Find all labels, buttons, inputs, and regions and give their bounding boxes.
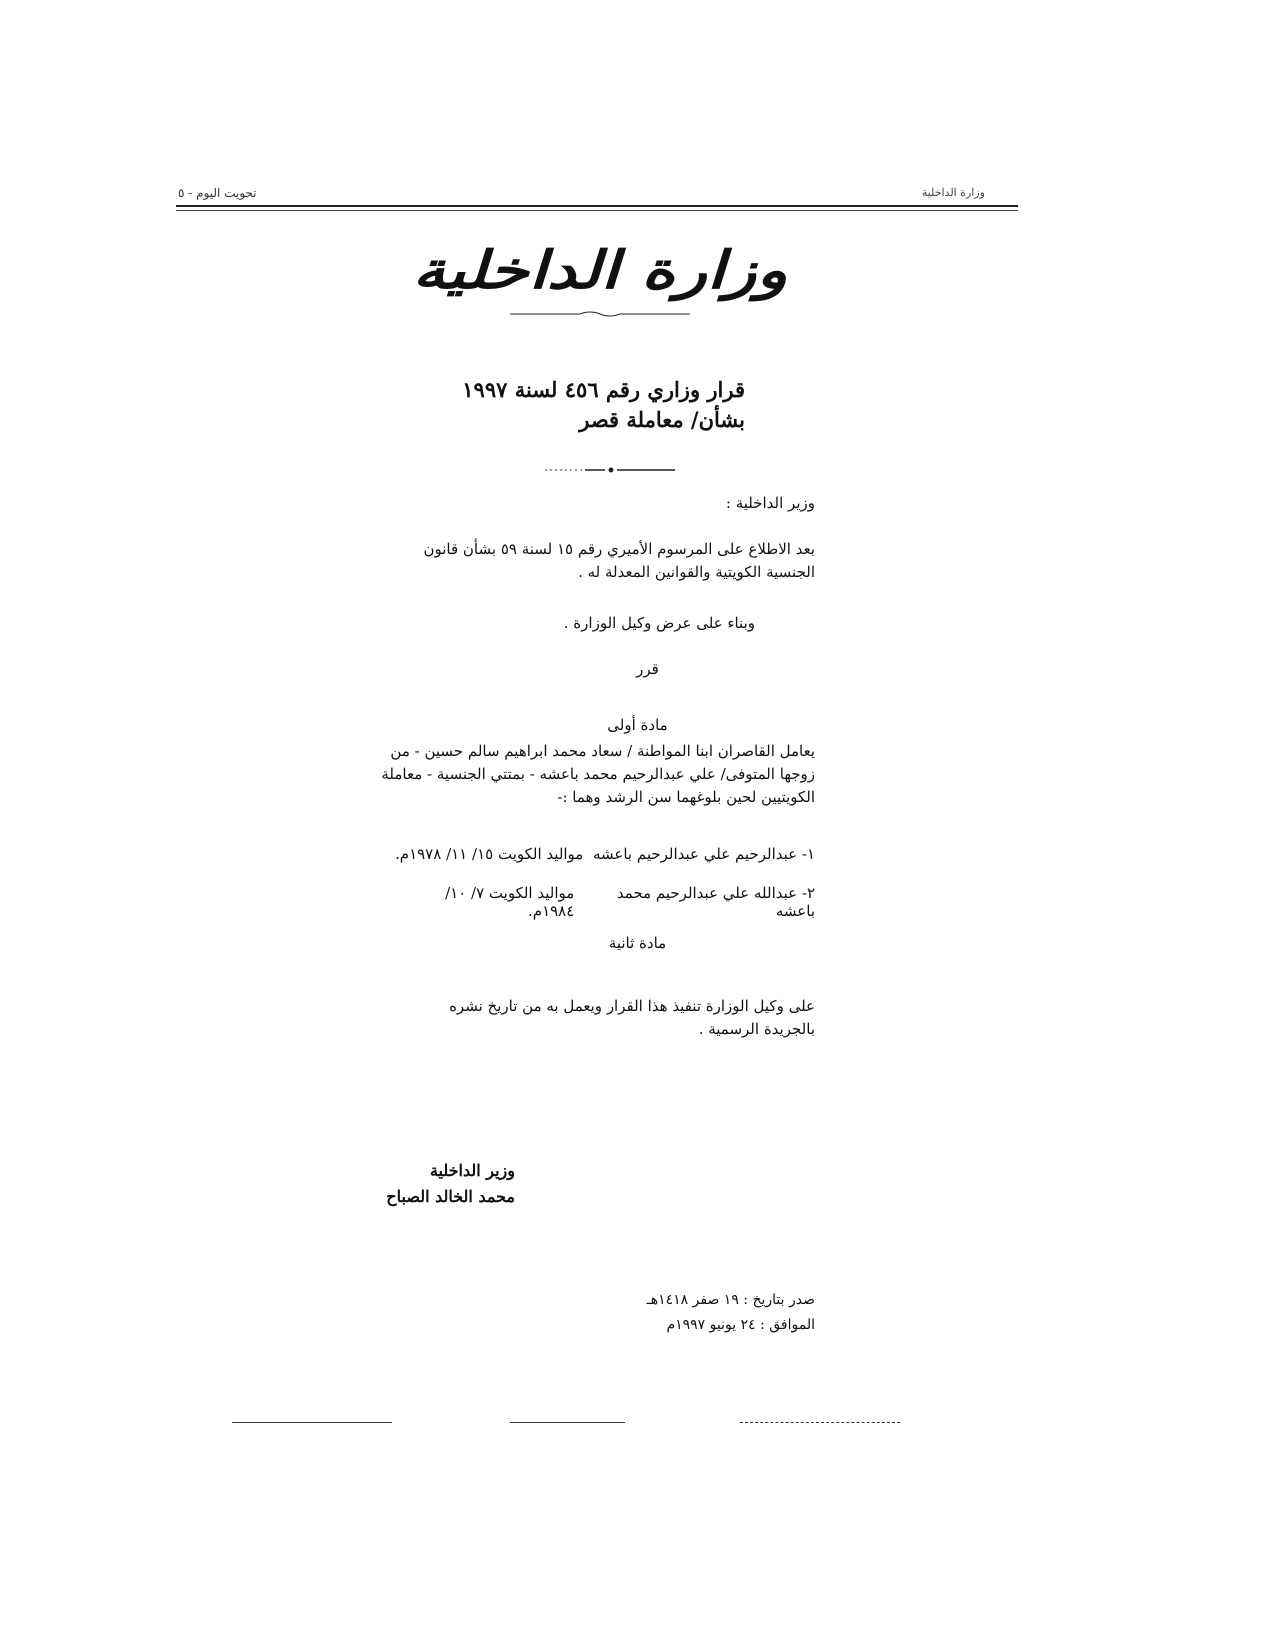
preamble-line: بعد الاطلاع على المرسوم الأميري رقم ١٥ لسنة ٥٩ بشأن قانون: [423, 540, 815, 558]
minor-name: ١- عبدالرحيم علي عبدالرحيم باعشه: [592, 845, 815, 863]
signature-block: [386, 1158, 515, 1210]
issue-date-gregorian: الموافق : ٢٤ يونيو ١٩٩٧م: [666, 1317, 815, 1333]
decree-number: قرار وزاري رقم ٤٥٦ لسنة ١٩٩٧: [462, 377, 745, 402]
addressee: وزير الداخلية :: [725, 494, 815, 512]
article-line: على وكيل الوزارة تنفيذ هذا القرار ويعمل به من تاريخ نشره: [449, 997, 815, 1015]
article-1-text: [381, 740, 815, 809]
preamble-line: الجنسية الكويتية والقوانين المعدلة له .: [578, 563, 815, 581]
minor-birth: مواليد الكويت ١٥/ ١١/ ١٩٧٨م.: [395, 845, 584, 863]
article-2-heading: مادة ثانية: [608, 934, 667, 952]
ministry-logo-text: وزارة الداخلية: [412, 240, 788, 301]
header-right-note: وزارة الداخلية: [921, 186, 985, 199]
preamble: [423, 538, 815, 584]
article-line: الكويتيين لحين بلوغهما سن الرشد وهما :-: [557, 788, 815, 806]
article-2-text: [449, 995, 815, 1041]
minor-row: [395, 845, 815, 863]
signatory-name: محمد الخالد الصباح: [386, 1187, 515, 1206]
header-left-note: تحويت اليوم - ٥: [178, 186, 257, 200]
signatory-title: وزير الداخلية: [429, 1161, 515, 1180]
footer-rule: [740, 1422, 900, 1423]
logo-flourish: [510, 310, 690, 318]
minor-row: [395, 884, 815, 920]
decided-heading: قرر: [636, 660, 659, 678]
footer-rule: [232, 1422, 392, 1423]
recommendation: وبناء على عرض وكيل الوزارة .: [563, 614, 755, 632]
article-line: بالجريدة الرسمية .: [698, 1020, 815, 1038]
minor-name: ٢- عبدالله علي عبدالرحيم محمد باعشه: [616, 884, 815, 920]
article-line: زوجها المتوفى/ علي عبدالرحيم محمد باعشه - بمتتي الجنسية - معاملة: [381, 765, 815, 783]
title-divider: [545, 465, 675, 475]
footer-rule: [510, 1422, 625, 1423]
header-rule-thin: [176, 210, 1018, 211]
decree-subject: بشأن/ معاملة قصر: [579, 407, 745, 432]
minor-birth: مواليد الكويت ٧/ ١٠/ ١٩٨٤م.: [445, 884, 575, 920]
issue-dates: [647, 1288, 815, 1338]
article-line: يعامل القاصران ابنا المواطنة / سعاد محمد ابراهيم سالم حسين - من: [390, 742, 815, 760]
ministry-logo: [400, 240, 800, 320]
header-rule-thick: [176, 205, 1018, 207]
decree-title: [462, 375, 745, 435]
issue-date-hijri: صدر بتاريخ : ١٩ صفر ١٤١٨هـ: [646, 1292, 815, 1308]
article-1-heading: مادة أولى: [607, 716, 668, 734]
